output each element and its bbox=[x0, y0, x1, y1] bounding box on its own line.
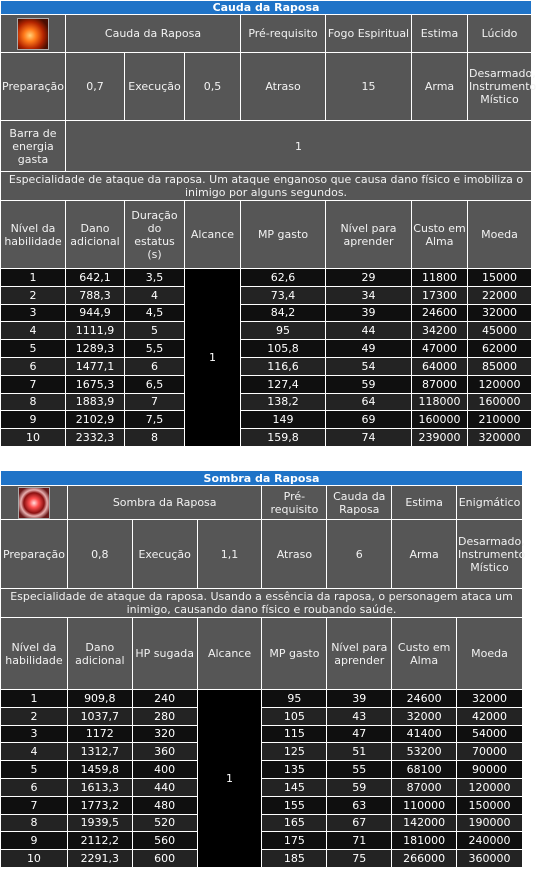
table-cell: 90000 bbox=[457, 761, 522, 778]
estima-value: Arma bbox=[392, 520, 456, 588]
table-cell: 116,6 bbox=[241, 358, 325, 375]
table-row bbox=[1, 287, 531, 304]
table-cell: 10 bbox=[1, 850, 67, 867]
prereq-label: Pré-requisito bbox=[241, 15, 325, 52]
table-cell: 1172 bbox=[68, 726, 132, 743]
table-cell: 142000 bbox=[392, 815, 456, 832]
table-cell: 8 bbox=[1, 394, 65, 411]
table-cell: 51 bbox=[327, 743, 391, 760]
table-cell: 159,8 bbox=[241, 429, 325, 446]
table-cell: 4 bbox=[1, 322, 65, 339]
table-cell: 47000 bbox=[412, 340, 467, 357]
col-header: MP gasto bbox=[241, 201, 325, 268]
table-cell: 9 bbox=[1, 411, 65, 428]
table-cell: 47 bbox=[327, 726, 391, 743]
table-cell: 5,5 bbox=[125, 340, 184, 357]
skill-title: Cauda da Raposa bbox=[1, 1, 531, 14]
table-cell: 85000 bbox=[468, 358, 531, 375]
table-cell: 34 bbox=[326, 287, 411, 304]
table-row bbox=[1, 726, 522, 743]
col-header: Alcance bbox=[185, 201, 240, 268]
table-cell: 135 bbox=[262, 761, 326, 778]
col-header: Nível da habilidade bbox=[1, 201, 65, 268]
table-row bbox=[1, 779, 522, 796]
table-cell: 45000 bbox=[468, 322, 531, 339]
col-header: Custo em Alma bbox=[412, 201, 467, 268]
table-cell: 41400 bbox=[392, 726, 456, 743]
range-value: 1 bbox=[185, 269, 240, 446]
table-cell: 120000 bbox=[468, 376, 531, 393]
table-cell: 5 bbox=[125, 322, 184, 339]
table-cell: 160000 bbox=[412, 411, 467, 428]
table-cell: 240000 bbox=[457, 832, 522, 849]
table-cell: 105,8 bbox=[241, 340, 325, 357]
table-cell: 1312,7 bbox=[68, 743, 132, 760]
table-row bbox=[1, 743, 522, 760]
table-cell: 42000 bbox=[457, 708, 522, 725]
table-cell: 400 bbox=[133, 761, 197, 778]
table-cell: 2102,9 bbox=[66, 411, 124, 428]
table-cell: 32000 bbox=[468, 305, 531, 322]
weapons-value: Desarmado, Instrumento Místico bbox=[457, 520, 522, 588]
table-cell: 84,2 bbox=[241, 305, 325, 322]
table-cell: 68100 bbox=[392, 761, 456, 778]
table-cell: 125 bbox=[262, 743, 326, 760]
table-cell: 17300 bbox=[412, 287, 467, 304]
table-cell: 24600 bbox=[412, 305, 467, 322]
table-cell: 788,3 bbox=[66, 287, 124, 304]
table-cell: 62000 bbox=[468, 340, 531, 357]
table-cell: 149 bbox=[241, 411, 325, 428]
skill-name: Cauda da Raposa bbox=[66, 15, 240, 52]
table-cell: 74 bbox=[326, 429, 411, 446]
energy-value: 1 bbox=[66, 121, 531, 171]
table-cell: 480 bbox=[133, 797, 197, 814]
skill-icon-cell bbox=[1, 15, 65, 52]
estima-label: Estima bbox=[392, 486, 456, 519]
prereq-value: Atraso bbox=[262, 520, 326, 588]
table-row bbox=[1, 708, 522, 725]
range-value: 1 bbox=[198, 690, 262, 867]
table-cell: 2 bbox=[1, 287, 65, 304]
table-cell: 8 bbox=[1, 815, 67, 832]
prereq-value: Atraso bbox=[241, 53, 325, 120]
col-header: Moeda bbox=[457, 618, 522, 689]
table-cell: 3 bbox=[1, 726, 67, 743]
table-cell: 62,6 bbox=[241, 269, 325, 286]
table-cell: 4 bbox=[1, 743, 67, 760]
table-cell: 70000 bbox=[457, 743, 522, 760]
table-cell: 118000 bbox=[412, 394, 467, 411]
table-cell: 54 bbox=[326, 358, 411, 375]
table-cell: 5 bbox=[1, 761, 67, 778]
table-cell: 7,5 bbox=[125, 411, 184, 428]
table-cell: 1 bbox=[1, 690, 67, 707]
mood-label: Lúcido bbox=[468, 15, 531, 52]
estima-value: Arma bbox=[412, 53, 467, 120]
table-cell: 22000 bbox=[468, 287, 531, 304]
spirit-fire-value: 15 bbox=[326, 53, 411, 120]
table-cell: 59 bbox=[327, 779, 391, 796]
col-header: Duração do estatus (s) bbox=[125, 201, 184, 268]
table-cell: 239000 bbox=[412, 429, 467, 446]
table-cell: 71 bbox=[327, 832, 391, 849]
table-cell: 2332,3 bbox=[66, 429, 124, 446]
table-cell: 1289,3 bbox=[66, 340, 124, 357]
skill-table-fox-shadow bbox=[0, 470, 526, 868]
skill-name: Sombra da Raposa bbox=[68, 486, 262, 519]
table-row bbox=[1, 797, 522, 814]
prep-label: Preparação bbox=[1, 520, 67, 588]
col-header: Moeda bbox=[468, 201, 531, 268]
table-cell: 6,5 bbox=[125, 376, 184, 393]
skill-title: Sombra da Raposa bbox=[1, 471, 522, 485]
table-cell: 120000 bbox=[457, 779, 522, 796]
table-row bbox=[1, 376, 531, 393]
table-cell: 127,4 bbox=[241, 376, 325, 393]
table-cell: 64 bbox=[326, 394, 411, 411]
table-row bbox=[1, 411, 531, 428]
spirit-fire-label: Fogo Espiritual bbox=[326, 15, 411, 52]
table-cell: 34200 bbox=[412, 322, 467, 339]
skill-icon-cell bbox=[1, 486, 67, 519]
table-cell: 95 bbox=[241, 322, 325, 339]
table-cell: 2291,3 bbox=[68, 850, 132, 867]
table-cell: 320 bbox=[133, 726, 197, 743]
table-cell: 175 bbox=[262, 832, 326, 849]
table-cell: 145 bbox=[262, 779, 326, 796]
table-cell: 1773,2 bbox=[68, 797, 132, 814]
exec-label: Execução bbox=[133, 520, 197, 588]
table-row bbox=[1, 305, 531, 322]
table-row bbox=[1, 815, 522, 832]
table-row bbox=[1, 358, 531, 375]
table-cell: 560 bbox=[133, 832, 197, 849]
spirit-fire-value: 6 bbox=[327, 520, 391, 588]
prep-label: Preparação bbox=[1, 53, 65, 120]
table-cell: 87000 bbox=[412, 376, 467, 393]
table-cell: 4,5 bbox=[125, 305, 184, 322]
table-cell: 7 bbox=[1, 376, 65, 393]
prereq-label: Pré-requisito bbox=[262, 486, 326, 519]
table-cell: 115 bbox=[262, 726, 326, 743]
table-row bbox=[1, 850, 522, 867]
table-cell: 39 bbox=[327, 690, 391, 707]
table-cell: 280 bbox=[133, 708, 197, 725]
table-cell: 75 bbox=[327, 850, 391, 867]
table-cell: 11800 bbox=[412, 269, 467, 286]
table-row bbox=[1, 690, 522, 707]
col-header: Dano adicional bbox=[66, 201, 124, 268]
table-cell: 1037,7 bbox=[68, 708, 132, 725]
table-cell: 1613,3 bbox=[68, 779, 132, 796]
prep-value: 0,7 bbox=[66, 53, 124, 120]
skill-description: Especialidade de ataque da raposa. Usando a essência da raposa, o personagem ataca um inimigo, causando dano físico e roubando saúde. bbox=[1, 589, 522, 617]
table-row bbox=[1, 394, 531, 411]
table-cell: 73,4 bbox=[241, 287, 325, 304]
table-cell: 53200 bbox=[392, 743, 456, 760]
skill-info-table bbox=[0, 470, 526, 868]
table-cell: 6 bbox=[1, 779, 67, 796]
table-cell: 440 bbox=[133, 779, 197, 796]
table-cell: 29 bbox=[326, 269, 411, 286]
col-header: Nível da habilidade bbox=[1, 618, 67, 689]
table-cell: 110000 bbox=[392, 797, 456, 814]
col-header: Custo em Alma bbox=[392, 618, 456, 689]
table-cell: 320000 bbox=[468, 429, 531, 446]
table-cell: 360000 bbox=[457, 850, 522, 867]
table-cell: 1111,9 bbox=[66, 322, 124, 339]
table-cell: 15000 bbox=[468, 269, 531, 286]
table-cell: 9 bbox=[1, 832, 67, 849]
prep-value: 0,8 bbox=[68, 520, 132, 588]
exec-value: 1,1 bbox=[198, 520, 262, 588]
table-cell: 1 bbox=[1, 269, 65, 286]
table-cell: 55 bbox=[327, 761, 391, 778]
table-cell: 6 bbox=[125, 358, 184, 375]
table-cell: 181000 bbox=[392, 832, 456, 849]
table-cell: 1883,9 bbox=[66, 394, 124, 411]
table-cell: 105 bbox=[262, 708, 326, 725]
table-cell: 6 bbox=[1, 358, 65, 375]
col-header: HP sugada bbox=[133, 618, 197, 689]
table-cell: 95 bbox=[262, 690, 326, 707]
table-cell: 1459,8 bbox=[68, 761, 132, 778]
weapons-value: Desarmado, Instrumento Místico bbox=[468, 53, 531, 120]
table-cell: 44 bbox=[326, 322, 411, 339]
table-cell: 240 bbox=[133, 690, 197, 707]
table-cell: 165 bbox=[262, 815, 326, 832]
table-row bbox=[1, 761, 522, 778]
table-cell: 32000 bbox=[457, 690, 522, 707]
table-cell: 642,1 bbox=[66, 269, 124, 286]
table-cell: 8 bbox=[125, 429, 184, 446]
table-cell: 59 bbox=[326, 376, 411, 393]
skill-description: Especialidade de ataque da raposa. Um ataque enganoso que causa dano físico e imobiliza o inimigo por alguns segundos. bbox=[1, 172, 531, 200]
table-cell: 190000 bbox=[457, 815, 522, 832]
spirit-fire-label: Cauda da Raposa bbox=[327, 486, 391, 519]
table-cell: 69 bbox=[326, 411, 411, 428]
table-cell: 3,5 bbox=[125, 269, 184, 286]
table-cell: 138,2 bbox=[241, 394, 325, 411]
table-row bbox=[1, 429, 531, 446]
table-cell: 155 bbox=[262, 797, 326, 814]
table-cell: 1939,5 bbox=[68, 815, 132, 832]
fox-tail-icon bbox=[17, 18, 49, 50]
fox-shadow-icon bbox=[18, 487, 50, 519]
table-cell: 7 bbox=[125, 394, 184, 411]
col-header: Alcance bbox=[198, 618, 262, 689]
table-cell: 944,9 bbox=[66, 305, 124, 322]
table-cell: 1675,3 bbox=[66, 376, 124, 393]
table-cell: 64000 bbox=[412, 358, 467, 375]
table-cell: 43 bbox=[327, 708, 391, 725]
table-row bbox=[1, 340, 531, 357]
table-cell: 2 bbox=[1, 708, 67, 725]
table-cell: 520 bbox=[133, 815, 197, 832]
table-cell: 39 bbox=[326, 305, 411, 322]
table-cell: 600 bbox=[133, 850, 197, 867]
mood-label: Enigmático bbox=[457, 486, 522, 519]
table-row bbox=[1, 832, 522, 849]
table-cell: 5 bbox=[1, 340, 65, 357]
table-cell: 266000 bbox=[392, 850, 456, 867]
table-cell: 24600 bbox=[392, 690, 456, 707]
table-cell: 150000 bbox=[457, 797, 522, 814]
table-cell: 160000 bbox=[468, 394, 531, 411]
table-cell: 63 bbox=[327, 797, 391, 814]
exec-label: Execução bbox=[125, 53, 184, 120]
table-cell: 32000 bbox=[392, 708, 456, 725]
estima-label: Estima bbox=[412, 15, 467, 52]
table-cell: 360 bbox=[133, 743, 197, 760]
table-row bbox=[1, 269, 531, 286]
table-cell: 1477,1 bbox=[66, 358, 124, 375]
table-cell: 2112,2 bbox=[68, 832, 132, 849]
exec-value: 0,5 bbox=[185, 53, 240, 120]
table-cell: 67 bbox=[327, 815, 391, 832]
col-header: Dano adicional bbox=[68, 618, 132, 689]
col-header: MP gasto bbox=[262, 618, 326, 689]
table-cell: 909,8 bbox=[68, 690, 132, 707]
table-cell: 49 bbox=[326, 340, 411, 357]
table-cell: 210000 bbox=[468, 411, 531, 428]
table-cell: 185 bbox=[262, 850, 326, 867]
table-cell: 54000 bbox=[457, 726, 522, 743]
col-header: Nível para aprender bbox=[326, 201, 411, 268]
energy-label: Barra de energia gasta bbox=[1, 121, 65, 171]
table-cell: 4 bbox=[125, 287, 184, 304]
col-header: Nível para aprender bbox=[327, 618, 391, 689]
table-cell: 7 bbox=[1, 797, 67, 814]
table-cell: 3 bbox=[1, 305, 65, 322]
table-cell: 10 bbox=[1, 429, 65, 446]
table-row bbox=[1, 322, 531, 339]
table-cell: 87000 bbox=[392, 779, 456, 796]
